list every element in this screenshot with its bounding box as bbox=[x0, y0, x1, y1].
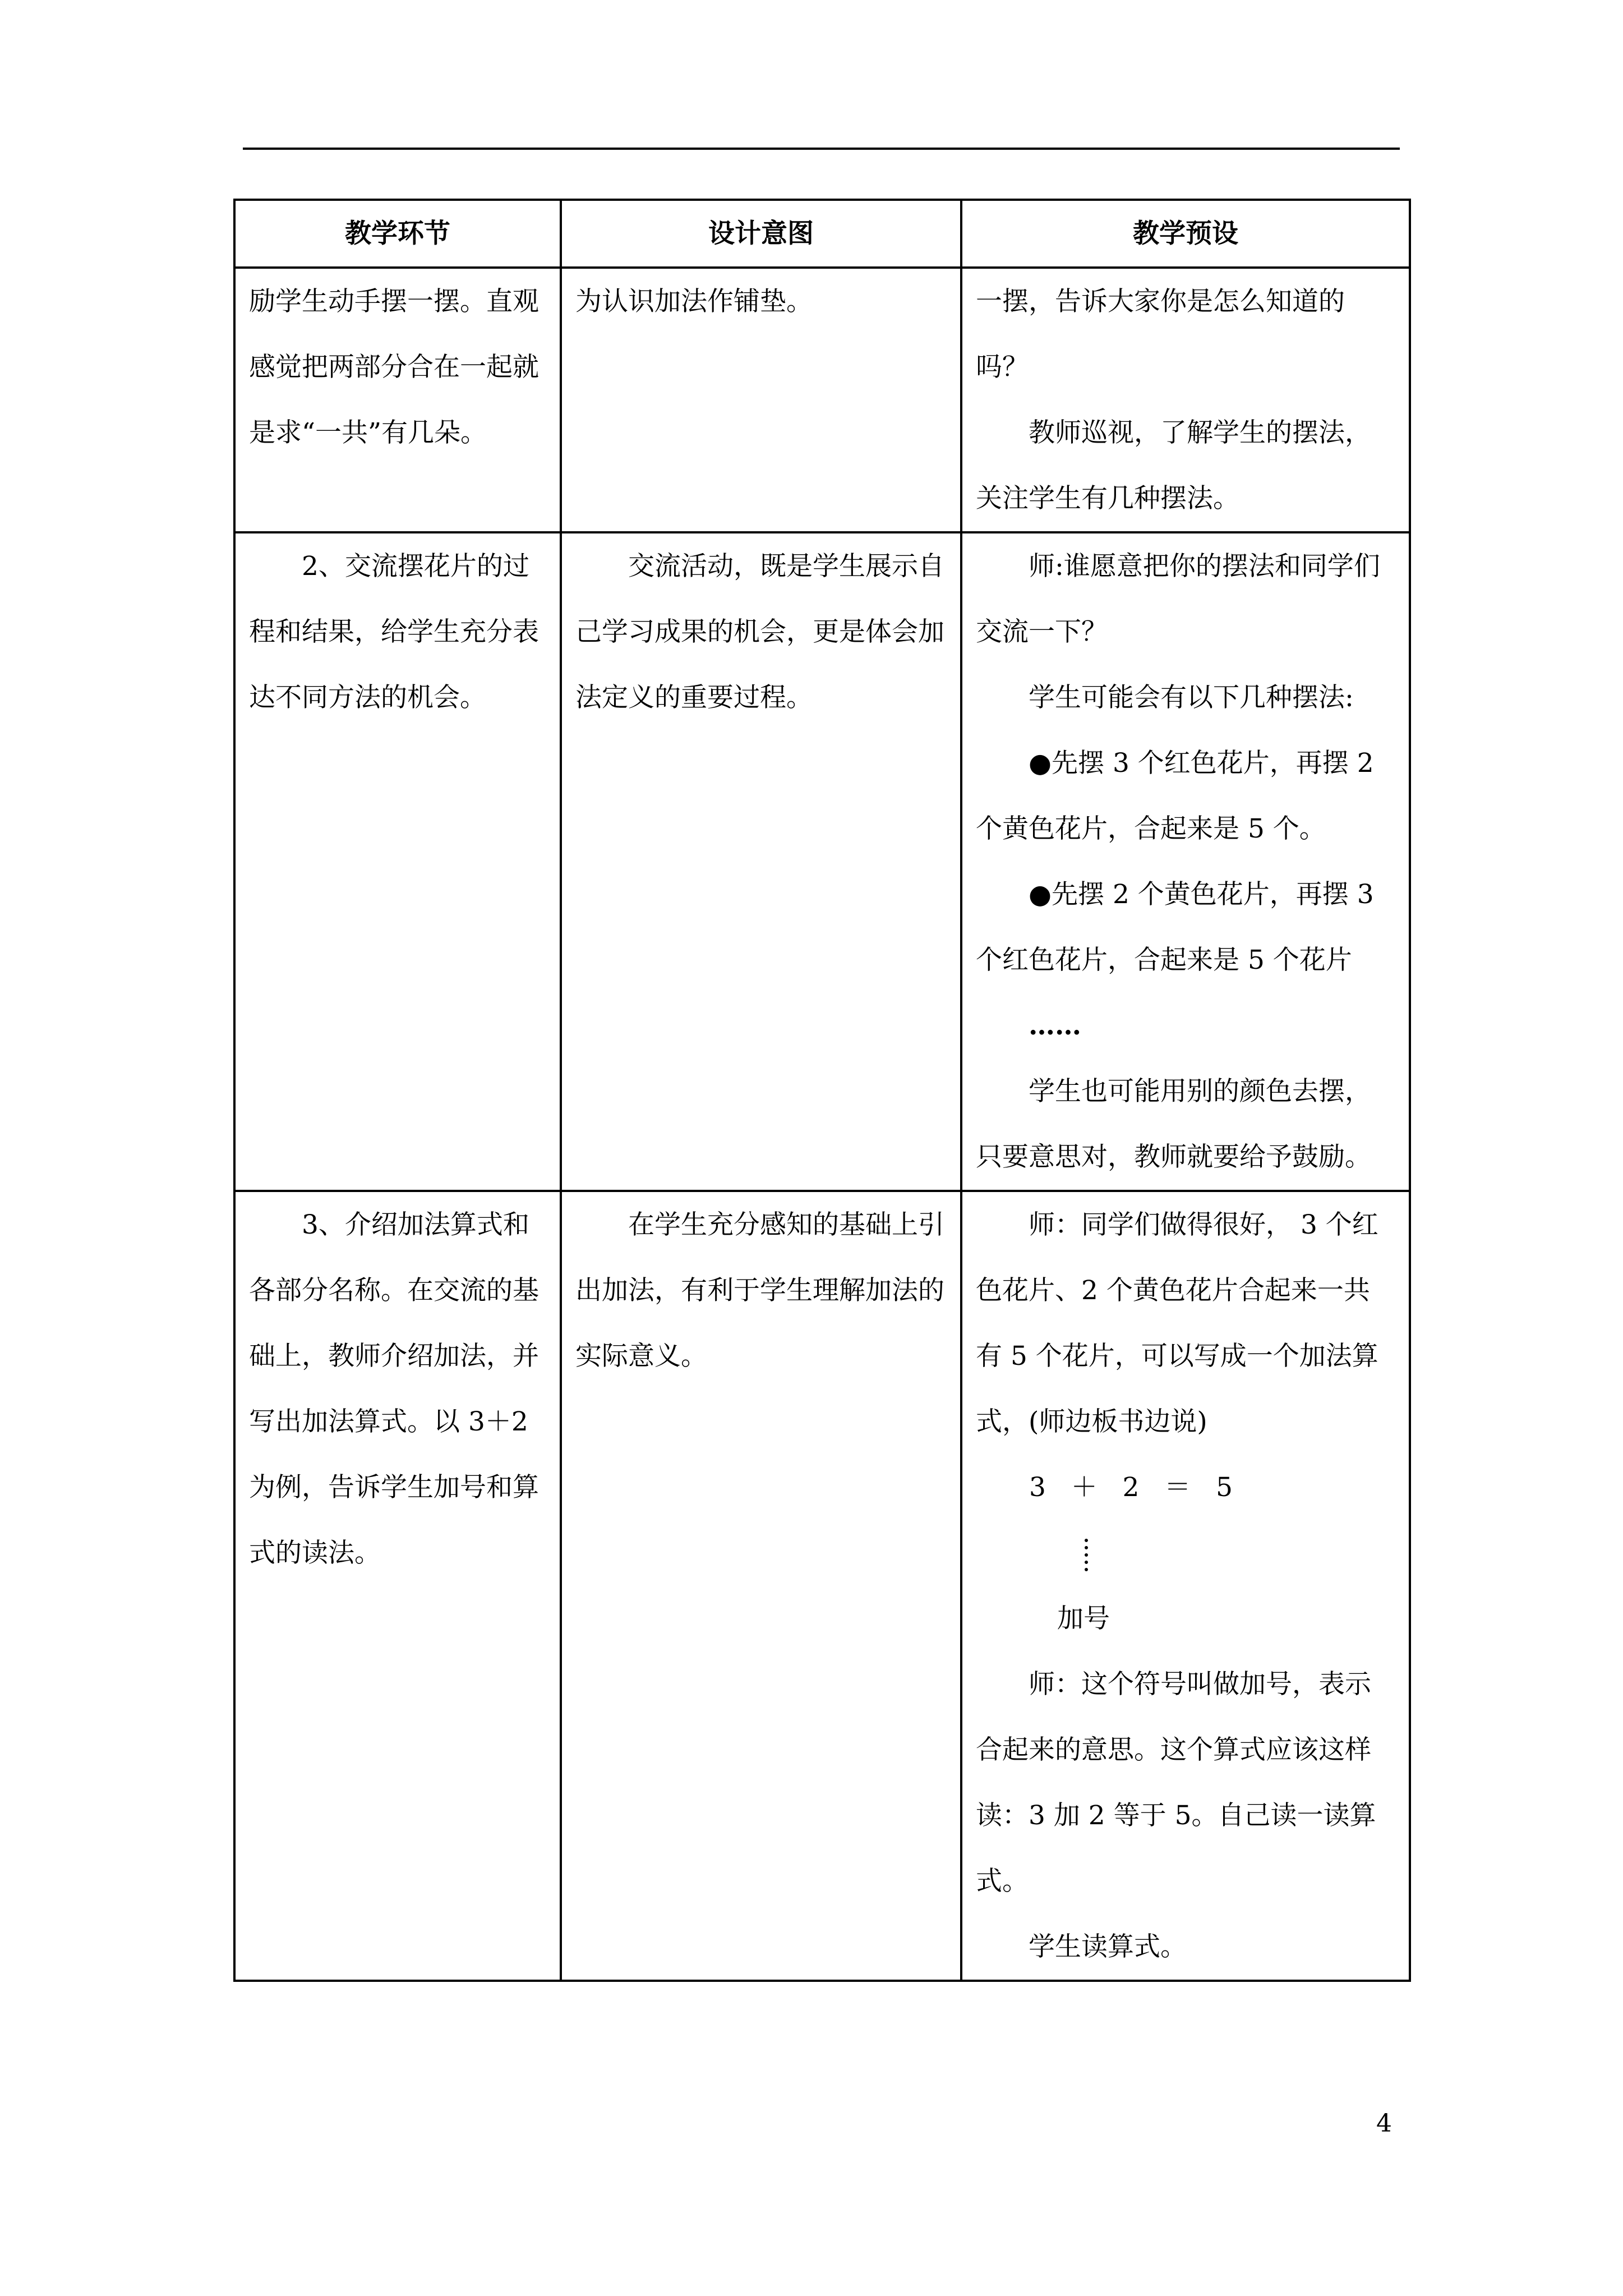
cell-stage bbox=[234, 268, 561, 532]
cell-plan bbox=[961, 268, 1410, 532]
cell-text: 励学生动手摆一摆。直观感觉把两部分合在一起就是求“一共”有几朵。 bbox=[249, 286, 539, 448]
cell-text: 在学生充分感知的基础上引出加法，有利于学生理解加法的实际意义。 bbox=[575, 1209, 944, 1372]
cell-text: 为认识加法作铺垫。 bbox=[575, 286, 813, 317]
table-row bbox=[234, 1191, 1410, 1981]
cell-text: 2、交流摆花片的过程和结果，给学生充分表达不同方法的机会。 bbox=[249, 551, 539, 713]
cell-text: 学生可能会有以下几种摆法: bbox=[1029, 682, 1354, 713]
cell-text: ●先摆 2 个黄色花片，再摆 3 个红色花片，合起来是 5 个花片 bbox=[976, 879, 1374, 976]
header-design-intent: 设计意图 bbox=[561, 200, 961, 268]
cell-stage bbox=[234, 1191, 561, 1981]
header-rule bbox=[243, 148, 1400, 150]
cell-text: 学生读算式。 bbox=[1029, 1931, 1187, 1962]
cell-text: 学生也可能用别的颜色去摆，只要意思对，教师就要给予鼓励。 bbox=[976, 1076, 1371, 1172]
cell-intent bbox=[561, 268, 961, 532]
cell-intent bbox=[561, 532, 961, 1191]
lesson-plan-table bbox=[233, 199, 1411, 1982]
plus-sign-label: 加号 bbox=[1057, 1603, 1110, 1634]
page-number: 4 bbox=[1376, 2109, 1392, 2138]
cell-plan bbox=[961, 532, 1410, 1191]
cell-text: 交流活动，既是学生展示自己学习成果的机会，更是体会加法定义的重要过程。 bbox=[575, 551, 944, 713]
cell-text: ●先摆 3 个红色花片，再摆 2 个黄色花片，合起来是 5 个。 bbox=[976, 748, 1374, 844]
cell-text: 教师巡视，了解学生的摆法，关注学生有几种摆法。 bbox=[976, 417, 1371, 514]
cell-intent bbox=[561, 1191, 961, 1981]
cell-text: 师：这个符号叫做加号，表示合起来的意思。这个算式应该这样读：3 加 2 等于 5。自己读一读算式。 bbox=[976, 1669, 1376, 1897]
cell-text: 师:谁愿意把你的摆法和同学们交流一下？ bbox=[976, 551, 1380, 647]
table-header-row bbox=[234, 200, 1410, 268]
ellipsis-text: …… bbox=[1029, 1010, 1081, 1041]
header-teaching-plan: 教学预设 bbox=[961, 200, 1410, 268]
cell-stage bbox=[234, 532, 561, 1191]
dotted-pointer-icon bbox=[976, 1520, 1395, 1586]
equation: 3 ＋ 2 ＝ 5 bbox=[1029, 1472, 1233, 1503]
table-row bbox=[234, 532, 1410, 1191]
cell-plan bbox=[961, 1191, 1410, 1981]
table-row bbox=[234, 268, 1410, 532]
header-teaching-stage: 教学环节 bbox=[234, 200, 561, 268]
cell-text: 一摆，告诉大家你是怎么知道的吗？ bbox=[976, 286, 1345, 383]
cell-text: 师：同学们做得很好， 3 个红色花片、2 个黄色花片合起来一共有 5 个花片，可以写成一个加法算式，(师边板书边说) bbox=[976, 1209, 1378, 1437]
cell-text: 3、介绍加法算式和各部分名称。在交流的基础上，教师介绍加法，并写出加法算式。以 3＋2 为例，告诉学生加号和算式的读法。 bbox=[249, 1209, 539, 1568]
